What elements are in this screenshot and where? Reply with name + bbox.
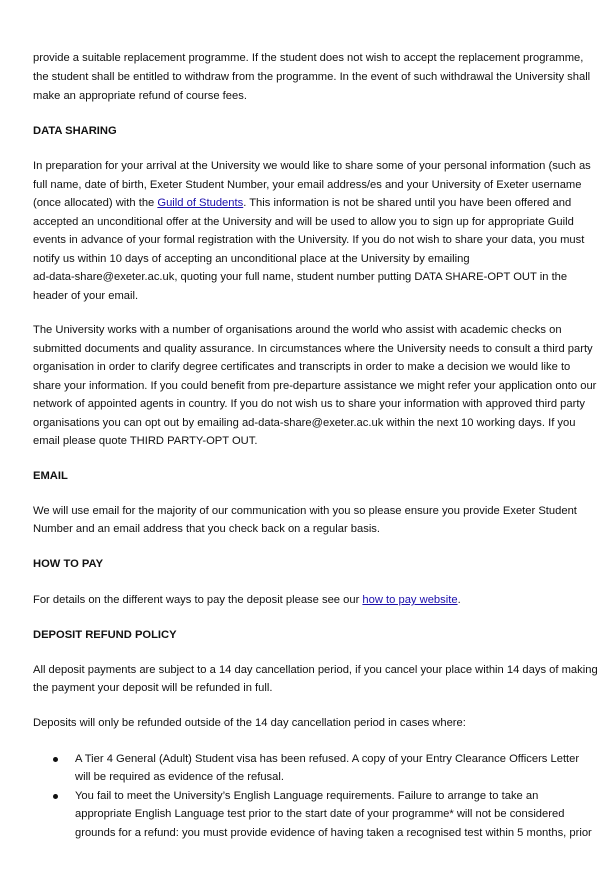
- list-item-line: will be required as evidence of the refusal.: [75, 771, 284, 783]
- deposit-refund-text-line: the payment your deposit will be refunded in full.: [33, 682, 273, 694]
- text-span: . This information is not be shared until you have been offered and: [243, 197, 572, 209]
- deposit-refund-heading: DEPOSIT REFUND POLICY: [33, 629, 177, 641]
- list-item-line: appropriate English Language test prior to the start date of your programme* will not be considered: [75, 808, 565, 820]
- data-sharing-text-line: In preparation for your arrival at the University we would like to share some of your personal information (such as: [33, 160, 591, 172]
- data-sharing-text-line: header of your email.: [33, 290, 139, 302]
- deposit-refund-text-line: Deposits will only be refunded outside of the 14 day cancellation period in cases where:: [33, 717, 466, 729]
- how-to-pay-website-link[interactable]: how to pay website: [362, 594, 458, 606]
- list-item-line: grounds for a refund: you must provide evidence of having taken a recognised test within 5 months, prior: [75, 827, 592, 839]
- intro-text-line: provide a suitable replacement programme. If the student does not wish to accept the replacement programme,: [33, 52, 584, 64]
- data-sharing-text-line: [33, 196, 571, 210]
- data-sharing-text-line: share your information. If you could benefit from pre-departure assistance we might refer your application onto our: [33, 380, 597, 392]
- email-text-line: Number and an email address that you check back on a regular basis.: [33, 523, 381, 535]
- data-sharing-text-line: organisation in order to clarify degree certificates and transcripts in order to make a decision we would like to: [33, 361, 571, 373]
- data-sharing-text-line: notify us within 10 days of accepting an unconditional place at the University by emailing: [33, 253, 470, 265]
- intro-text-line: the student shall be entitled to withdraw from the programme. In the event of such withdrawal the University shall: [33, 71, 591, 83]
- text-span: (once allocated) with the: [33, 197, 158, 209]
- data-sharing-text-line: full name, date of birth, Exeter Student Number, your email address/es and your University of Exeter username: [33, 179, 582, 191]
- data-sharing-text-line: network of appointed agents in country. If you do not wish us to share your information with approved third party: [33, 398, 586, 410]
- text-span: For details on the different ways to pay the deposit please see our: [33, 594, 363, 606]
- text-span: .: [457, 594, 461, 606]
- deposit-refund-text-line: All deposit payments are subject to a 14 day cancellation period, if you cancel your place within 14 days of making: [33, 664, 598, 676]
- email-text-line: We will use email for the majority of our communication with you so please ensure you provide Exeter Student: [33, 505, 577, 517]
- bullet-icon: [53, 757, 58, 762]
- how-to-pay-text-line: [33, 593, 461, 607]
- intro-text-line: make an appropriate refund of course fees.: [33, 90, 247, 102]
- data-sharing-text-line: submitted documents and quality assurance. In circumstances where the University needs to consult a third party: [33, 343, 593, 355]
- data-sharing-text-line: ad-data-share@exeter.ac.uk, quoting your full name, student number putting DATA SHARE-OPT OUT in the: [33, 271, 568, 283]
- data-sharing-text-line: organisations you can opt out by emailing ad-data-share@exeter.ac.uk within the next 10 working days. If you: [33, 417, 576, 429]
- email-heading: EMAIL: [33, 470, 68, 482]
- data-sharing-text-line: The University works with a number of organisations around the world who assist with academic checks on: [33, 324, 562, 336]
- data-sharing-text-line: events in advance of your formal registration with the University. If you do not wish to share your data, you must: [33, 234, 585, 246]
- bullet-icon: [53, 794, 58, 799]
- how-to-pay-heading: HOW TO PAY: [33, 558, 104, 570]
- list-item-line: A Tier 4 General (Adult) Student visa has been refused. A copy of your Entry Clearance Officers Letter: [75, 753, 580, 765]
- list-item-line: You fail to meet the University’s English Language requirements. Failure to arrange to take an: [75, 790, 539, 802]
- data-sharing-heading: DATA SHARING: [33, 125, 117, 137]
- data-sharing-text-line: accepted an unconditional offer at the University and will be used to allow you to sign up for appropriate Guild: [33, 216, 574, 228]
- data-sharing-text-line: email please quote THIRD PARTY-OPT OUT.: [33, 435, 258, 447]
- guild-of-students-link[interactable]: Guild of Students: [157, 197, 244, 209]
